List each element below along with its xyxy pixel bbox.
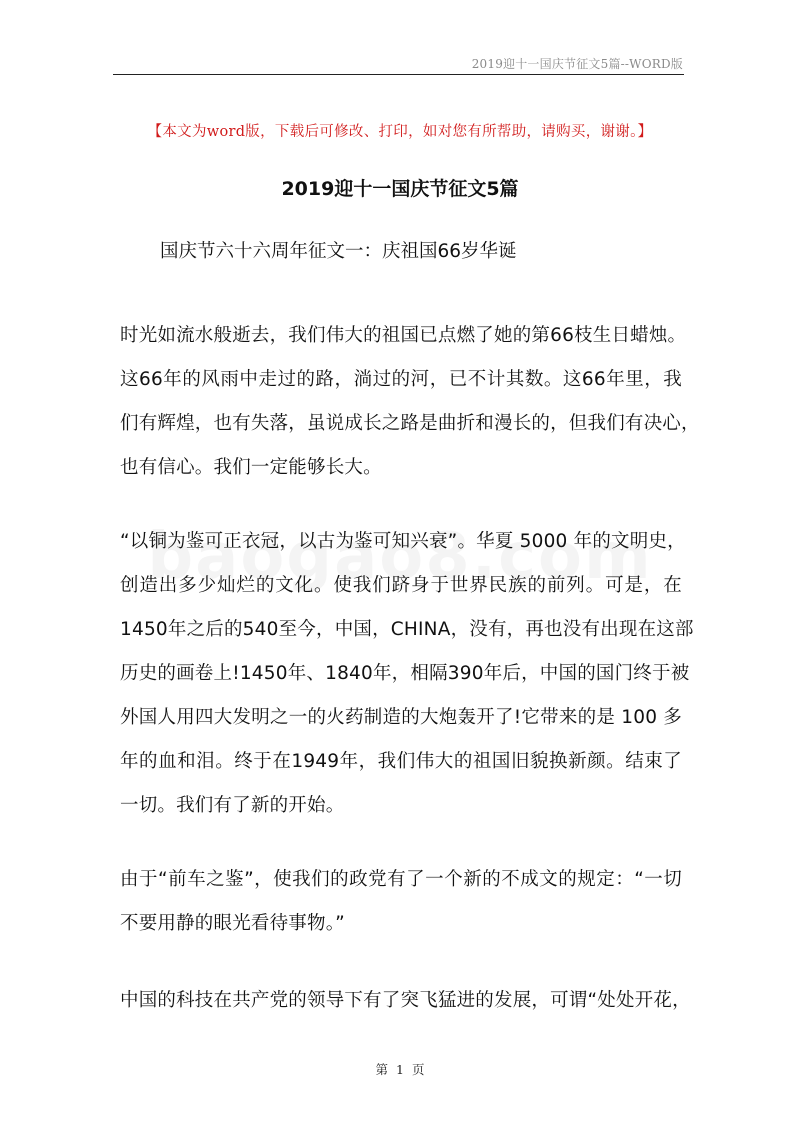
paragraph-4 [120,979,691,1023]
paragraph-line: 创造出多少灿烂的文化。使我们跻身于世界民族的前列。可是，在 [120,575,682,596]
paragraph-line: 年的血和泪。终于在1949年，我们伟大的祖国旧貌换新颜。结束了 [120,751,682,772]
header-divider [113,74,684,75]
page-footer [0,1060,800,1078]
running-header: 2019迎十一国庆节征文5篇--WORD版 [471,57,683,71]
paragraph-line: 也有信心。我们一定能够长大。 [120,457,382,478]
paragraph-line: 历史的画卷上!1450年、1840年，相隔390年后，中国的国门终于被 [120,663,690,684]
footer-suffix: 页 [411,1062,425,1077]
paragraph-line: 不要用静的眼光看待事物。” [120,913,345,934]
paragraph-line: 由于“前车之鉴”，使我们的政党有了一个新的不成文的规定：“一切 [120,869,682,890]
paragraph-line: 中国的科技在共产党的领导下有了突飞猛进的发展，可谓“处处开花， [120,990,691,1011]
paragraph-line: 外国人用四大发明之一的火药制造的大炮轰开了!它带来的是 100 多 [120,707,682,728]
paragraph-3 [120,858,682,946]
purchase-notice: 【本文为word版，下载后可修改、打印，如对您有所帮助，请购买，谢谢。】 [147,124,653,140]
footer-prefix: 第 [375,1062,389,1077]
paragraph-1 [120,314,700,490]
paragraph-line: 一切。我们有了新的开始。 [120,795,345,816]
page-number: 1 [396,1062,404,1077]
section-subtitle: 国庆节六十六周年征文一：庆祖国66岁华诞 [160,241,517,262]
paragraph-2 [120,520,694,828]
paragraph-line: 这66年的风雨中走过的路，淌过的河，已不计其数。这66年里，我 [120,369,682,390]
paragraph-line: 们有辉煌，也有失落，虽说成长之路是曲折和漫长的，但我们有决心， [120,413,700,434]
paragraph-line: “以铜为鉴可正衣冠，以古为鉴可知兴衰”。华夏 5000 年的文明史， [120,531,686,552]
paragraph-line: 1450年之后的540至今，中国，CHINA，没有，再也没有出现在这部 [120,619,694,640]
paragraph-line: 时光如流水般逝去，我们伟大的祖国已点燃了她的第66枝生日蜡烛。 [120,325,687,346]
document-title: 2019迎十一国庆节征文5篇 [281,178,519,200]
